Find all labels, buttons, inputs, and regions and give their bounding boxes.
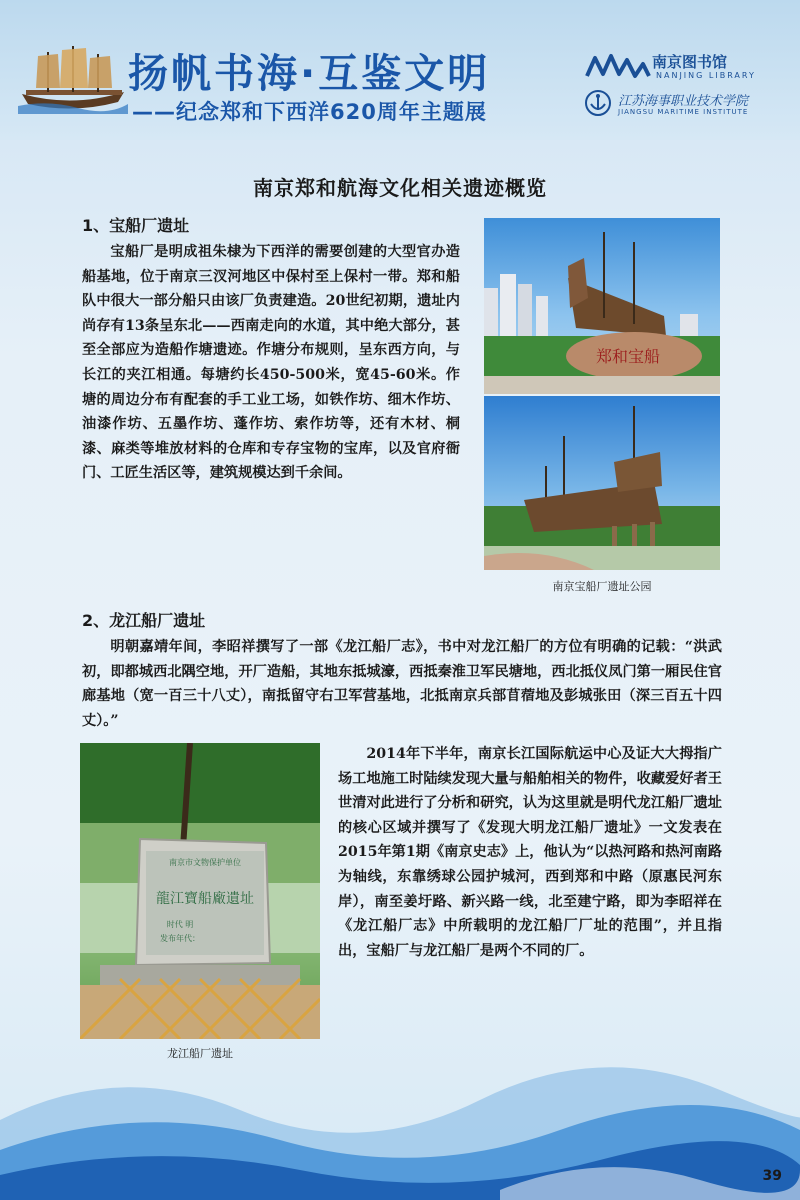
section-title: 南京郑和航海文化相关遗迹概览 — [253, 176, 547, 200]
baochuan-park-photo-2 — [484, 396, 720, 570]
library-name: 南京图书馆 — [652, 53, 728, 71]
stele-date-text: 发布年代： — [160, 934, 200, 943]
site2-body: 2014年下半年，南京长江国际航运中心及证大大拇指广场工地施工时陆续发现大量与船舶相关的物件，收藏爱好者王世清对此进行了分析和研究，认为这里就是明代龙江船厂遗址的核心区域并撰写了《发现大明龙江船厂遗址》一文发表在2015年第1期《南京史志》上，他认为“以热河路和热河南路为轴线，东靠绣球公园护城河，西到郑和中路（原惠民河东岸），南至姜圩路、新兴路一线，北至建宁路，即为李昭祥在《龙江船厂志》中所载明的龙江船厂厂址的范围”，并且指出，宝船厂与龙江船厂是两个不同的厂。 — [338, 746, 722, 959]
stele-top-text: 南京市文物保护单位 — [169, 858, 241, 867]
exhibition-subtitle: ——纪念郑和下西洋620周年主题展 — [132, 100, 487, 124]
site2-intro: 明朝嘉靖年间，李昭祥撰写了一部《龙江船厂志》，书中对龙江船厂的方位有明确的记载：“洪武初，即都城西北隅空地，开厂造船，其地东抵城濠，西抵秦淮卫军民塘地，西北抵仪凤门第一厢民住官廊基地（宽一百三十八丈），南抵留守右卫军营基地，北抵南京兵部苜蓿地及彭城张田（深三百五十四丈）。” — [82, 639, 722, 729]
site2-photo-caption: 龙江船厂遗址 — [167, 1047, 233, 1060]
baochuan-park-photo-1 — [484, 218, 720, 394]
page-number: 39 — [762, 1168, 782, 1184]
site1-photo-caption: 南京宝船厂遗址公园 — [552, 580, 652, 593]
longjiang-site-photo — [80, 743, 320, 1039]
exhibition-title: 扬帆书海·互鉴文明 — [128, 51, 491, 97]
header-banner — [0, 0, 800, 140]
site2-heading: 2、龙江船厂遗址 — [82, 611, 206, 630]
library-name-en: NANJING LIBRARY — [656, 71, 756, 80]
rock-inscription: 郑和宝船 — [596, 347, 661, 366]
site1-body: 宝船厂是明成祖朱棣为下西洋的需要创建的大型官办造船基地，位于南京三汊河地区中保村至上保村一带。郑和船队中很大一部分船只由该厂负责建造。20世纪初期，遗址内尚存有13条呈东北——西南走向的水道，其中绝大部分，甚至全部应为造船作塘遗迹。作塘分布规则，呈东西方向，与长江的夹江相通。每塘约长450-500米，宽45-60米。作塘的周边分布有配套的手工业工场，如铁作坊、细木作坊、油漆作坊、五墨作坊、蓬作坊、索作坊等，还有木材、桐漆、麻类等堆放材料的仓库和专存宝物的宝库，以及官府衙门、工匠生活区等，建筑规模达到千余间。 — [82, 244, 460, 482]
institute-name-en: JIANGSU MARITIME INSTITUTE — [618, 108, 749, 116]
institute-name: 江苏海事职业技术学院 — [618, 94, 749, 109]
junk-ship-icon — [18, 42, 128, 114]
stele-title-text: 龍江寶船廠遺址 — [156, 891, 254, 907]
stele-era-text: 时代 明 — [166, 920, 194, 929]
wave-decoration — [0, 1000, 800, 1200]
anchor-emblem-icon — [585, 90, 611, 116]
site1-heading: 1、宝船厂遗址 — [82, 216, 190, 235]
